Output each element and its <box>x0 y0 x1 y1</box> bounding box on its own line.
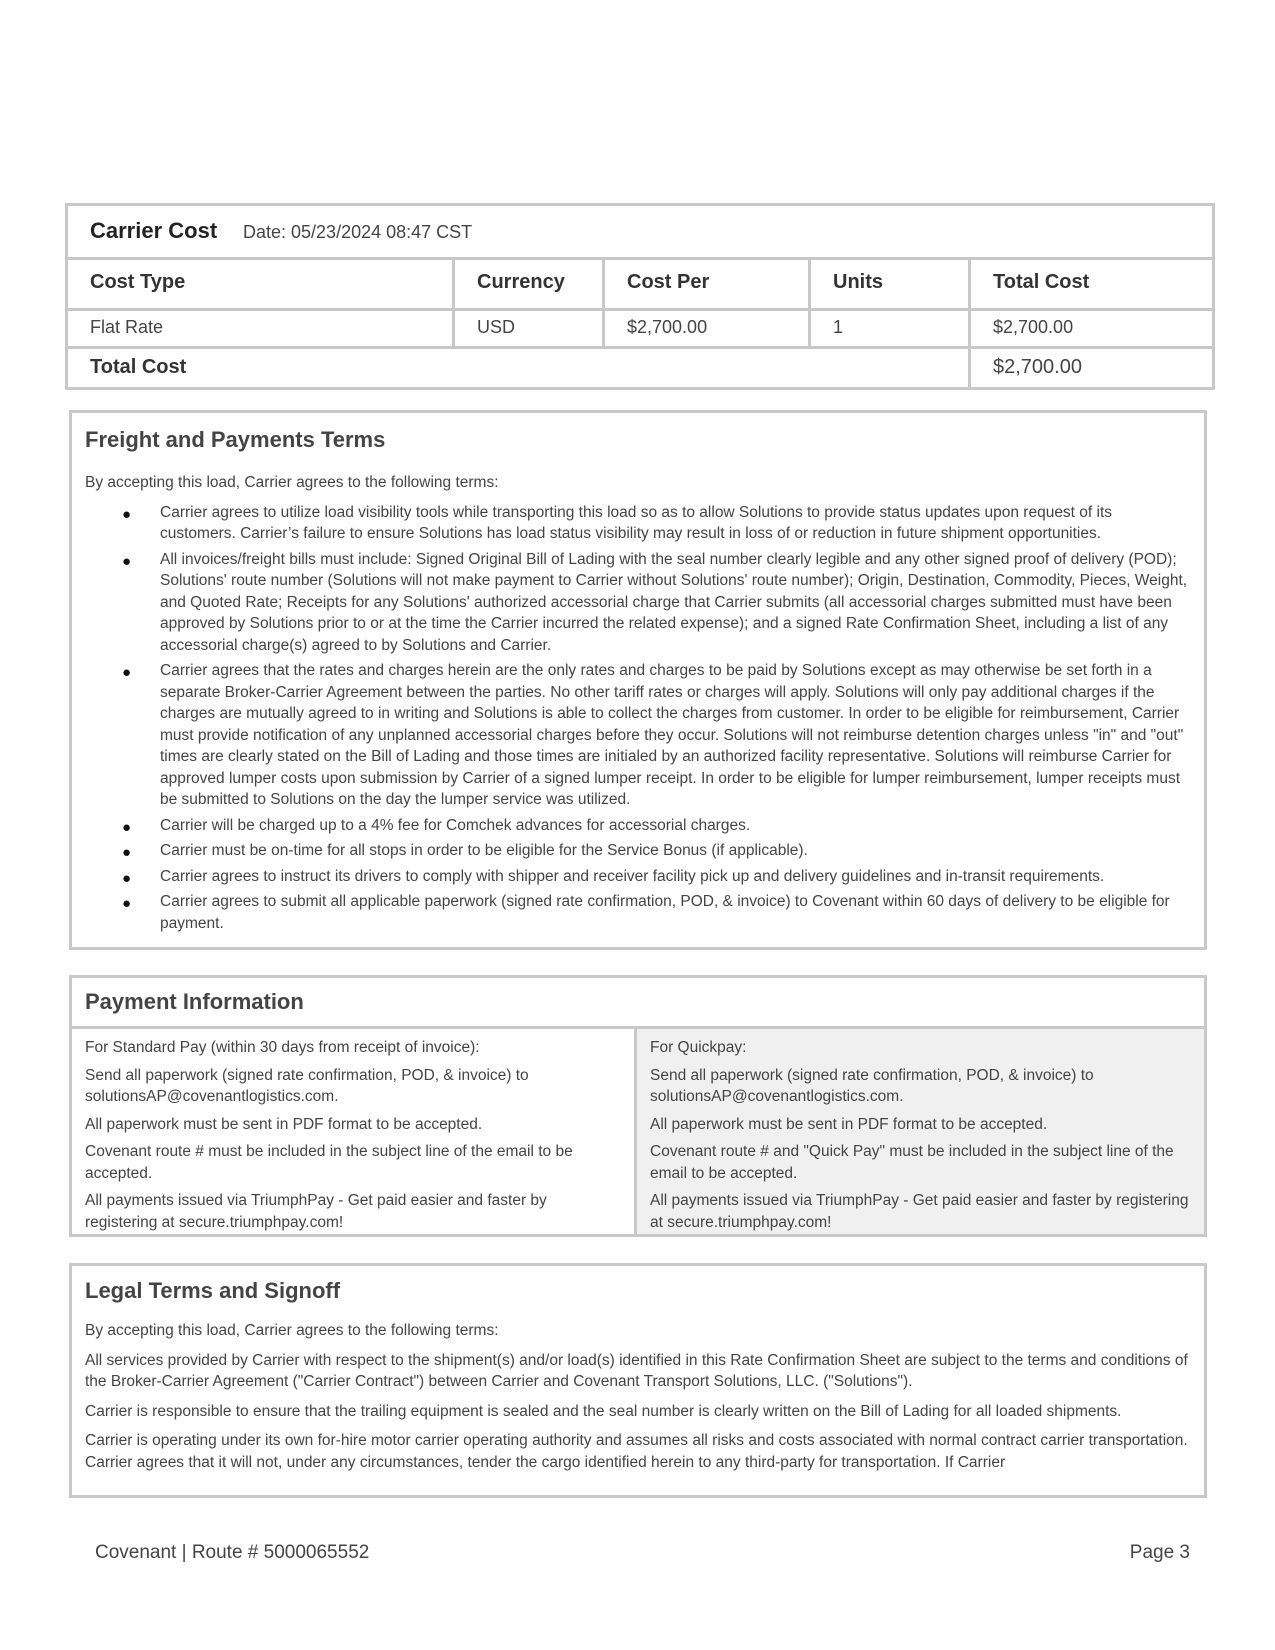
column-header-cost-type: Cost Type <box>90 271 186 293</box>
bullet-icon: ● <box>122 552 132 570</box>
payment-information-section <box>69 975 1207 1237</box>
column-header-currency: Currency <box>452 260 602 308</box>
list-item <box>85 660 1192 811</box>
list-item <box>85 815 1192 837</box>
cost-table-header-row <box>68 260 1212 311</box>
bullet-icon: ● <box>122 664 132 681</box>
standard-pay-line: All paperwork must be sent in PDF format to be accepted. <box>85 1115 483 1133</box>
list-item <box>85 549 1192 657</box>
legal-paragraph: Carrier is responsible to ensure that the trailing equipment is sealed and the seal number is clearly written on the Bill of Lading for all loaded shipments. <box>85 1402 1122 1420</box>
carrier-cost-header <box>68 206 1212 260</box>
list-item-text: Carrier must be on-time for all stops in order to be eligible for the Service Bonus (if applicable). <box>160 842 808 859</box>
bullet-icon: ● <box>122 505 132 523</box>
list-item-text: Carrier agrees that the rates and charges herein are the only rates and charges to be paid by Solutions except as may otherwise be set forth in a separate Broker-Carrier Agreement between the parties. No other tariff rates or charges will apply. Solutions will only pay additional charges if the charges are mutually agreed to in writing and Solutions is able to collect the charges from customer. In order to be eligible for reimbursement, Carrier must provide notification of any unplanned accessorial charges before they occur. Solutions will not reimburse detention charges unless "in" and "out" times are clearly stated on the Bill of Lading and those times are initialed by an authorized facility representative. Solutions will reimburse Carrier for approved lumper costs upon submission by Carrier of a signed lumper receipt. In order to be eligible for lumper reimbursement, lumper receipts must be submitted to Solutions on the day the lumper service was utilized. <box>160 662 1184 808</box>
terms-list <box>85 502 1192 935</box>
column-header-total-cost: Total Cost <box>968 260 1212 308</box>
quickpay-line: All payments issued via TriumphPay - Get paid easier and faster by registering at secure.triumphpay.com! <box>650 1192 1189 1231</box>
column-header-units: Units <box>808 260 968 308</box>
column-header-cost-per: Cost Per <box>602 260 808 308</box>
list-item-text: All invoices/freight bills must include: Signed Original Bill of Lading with the seal number clearly legible and any other signed proof of delivery (POD); Solutions' route number (Solutions will not make payment to Carrier without Solutions' route number); Origin, Destination, Commodity, Pieces, Weight, and Quoted Rate; Receipts for any Solutions' authorized accessorial charge that Carrier submits (all accessorial charges submitted must have been approved by Solutions prior to or at the time the Carrier incurred the related expense); and a signed Rate Confirmation Sheet, including a list of any accessorial charge(s) agreed to by Solutions and Carrier. <box>160 550 1188 654</box>
footer-page-number: Page 3 <box>1129 1542 1190 1563</box>
list-item <box>85 840 1192 862</box>
standard-pay-column <box>72 1029 634 1234</box>
legal-paragraph: By accepting this load, Carrier agrees to the following terms: <box>85 1322 499 1339</box>
footer-route: Covenant | Route # 5000065552 <box>95 1542 370 1563</box>
carrier-cost-table <box>65 203 1215 390</box>
cell-currency: USD <box>452 311 602 346</box>
legal-paragraph: Carrier is operating under its own for-hire motor carrier operating authority and assumes all risks and costs associated with normal contract carrier transportation. Carrier agrees that it will not, under any circumstances, tender the cargo identified herein to any third-party for transportation. If Carrier <box>85 1432 1188 1471</box>
section-title: Payment Information <box>85 989 304 1014</box>
bullet-icon: ● <box>122 818 132 836</box>
quickpay-column <box>634 1029 1204 1234</box>
bullet-icon: ● <box>122 869 132 887</box>
quickpay-line: For Quickpay: <box>650 1039 747 1056</box>
cell-total-cost: $2,700.00 <box>968 311 1212 346</box>
section-title: Legal Terms and Signoff <box>85 1278 341 1303</box>
list-item-text: Carrier agrees to instruct its drivers to comply with shipper and receiver facility pick up and delivery guidelines and in-transit requirements. <box>160 867 1105 885</box>
list-item-text: Carrier agrees to submit all applicable paperwork (signed rate confirmation, POD, & invoice) to Covenant within 60 days of delivery to be eligible for payment. <box>160 893 1170 932</box>
section-title: Freight and Payments Terms <box>85 427 386 452</box>
terms-intro: By accepting this load, Carrier agrees to the following terms: <box>85 474 499 491</box>
list-item-text: Carrier will be charged up to a 4% fee for Comchek advances for accessorial charges. <box>160 816 751 834</box>
quickpay-line: All paperwork must be sent in PDF format to be accepted. <box>650 1115 1048 1133</box>
standard-pay-line: Send all paperwork (signed rate confirmation, POD, & invoice) to solutionsAP@covenantlogistics.com. <box>85 1066 529 1105</box>
list-item-text: Carrier agrees to utilize load visibility tools while transporting this load so as to allow Solutions to provide status updates upon request of its customers. Carrier’s failure to ensure Solutions has load status visibility may result in loss of or reduction in future shipment opportunities. <box>160 503 1113 542</box>
list-item <box>85 866 1192 888</box>
cell-cost-per: $2,700.00 <box>602 311 808 346</box>
bullet-icon: ● <box>122 895 132 912</box>
list-item <box>85 891 1192 934</box>
freight-payments-terms-section <box>69 410 1207 950</box>
standard-pay-line: For Standard Pay (within 30 days from receipt of invoice): <box>85 1039 480 1056</box>
legal-terms-section <box>69 1263 1207 1498</box>
total-cost-label: Total Cost <box>90 356 187 378</box>
quickpay-line: Send all paperwork (signed rate confirmation, POD, & invoice) to solutionsAP@covenantlogistics.com. <box>650 1066 1094 1105</box>
total-cost-row <box>68 349 1212 387</box>
list-item <box>85 502 1192 545</box>
standard-pay-line: Covenant route # must be included in the subject line of the email to be accepted. <box>85 1143 573 1182</box>
carrier-cost-title: Carrier Cost <box>90 218 218 243</box>
total-cost-value: $2,700.00 <box>968 349 1212 387</box>
cell-units: 1 <box>808 311 968 346</box>
bullet-icon: ● <box>122 844 132 861</box>
cell-cost-type: Flat Rate <box>90 317 164 337</box>
table-row <box>68 311 1212 349</box>
carrier-cost-date: Date: 05/23/2024 08:47 CST <box>243 222 473 242</box>
payment-information-header <box>72 978 1204 1029</box>
standard-pay-line: All payments issued via TriumphPay - Get paid easier and faster by registering at secure.triumphpay.com! <box>85 1192 547 1231</box>
legal-paragraph: All services provided by Carrier with respect to the shipment(s) and/or load(s) identified in this Rate Confirmation Sheet are subject to the terms and conditions of the Broker-Carrier Agreement ("Carrier Contract") between Carrier and Covenant Transport Solutions, LLC. ("Solutions"). <box>85 1351 1188 1390</box>
quickpay-line: Covenant route # and "Quick Pay" must be included in the subject line of the email to be accepted. <box>650 1143 1174 1182</box>
